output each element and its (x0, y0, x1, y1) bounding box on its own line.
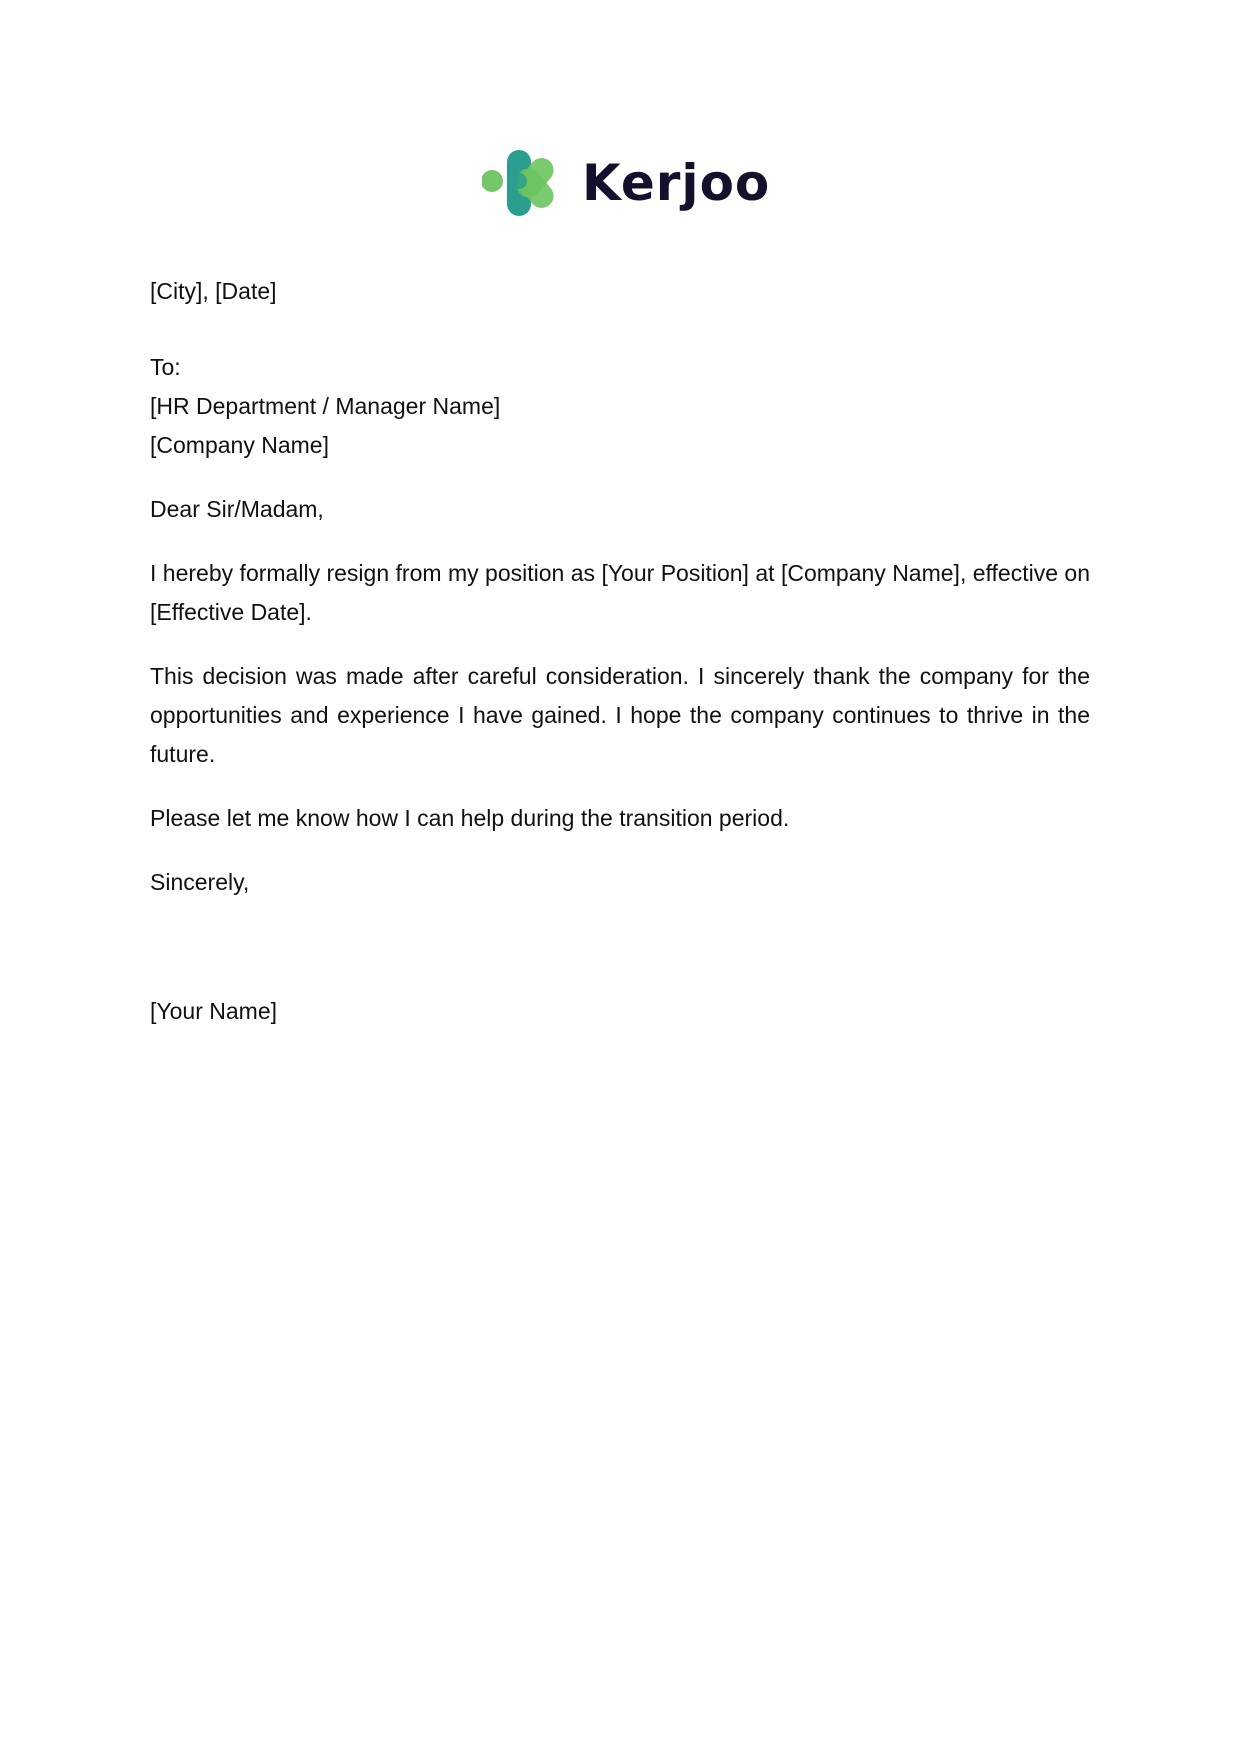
paragraph-thanks: This decision was made after careful consideration. I sincerely thank the company for the opportunities and experience I have gained. I hope the company continues to thrive in the future. (150, 663, 1090, 767)
salutation: Dear Sir/Madam, (150, 496, 324, 522)
closing: Sincerely, (150, 869, 250, 895)
place-date: [City], [Date] (150, 278, 277, 304)
paragraph-resignation: I hereby formally resign from my position as [Your Position] at [Company Name], effective on [Effective Date]. (150, 560, 1090, 625)
company-line: [Company Name] (150, 432, 329, 458)
to-label: To: (150, 354, 181, 380)
logo-wordmark: Kerjoo (582, 154, 771, 212)
company-logo (482, 150, 771, 222)
paragraph-transition: Please let me know how I can help during the transition period. (150, 805, 790, 831)
recipient-line: [HR Department / Manager Name] (150, 393, 501, 419)
signature-name: [Your Name] (150, 998, 277, 1024)
kerjoo-k-icon (482, 150, 582, 222)
letter-body (150, 272, 1090, 1031)
